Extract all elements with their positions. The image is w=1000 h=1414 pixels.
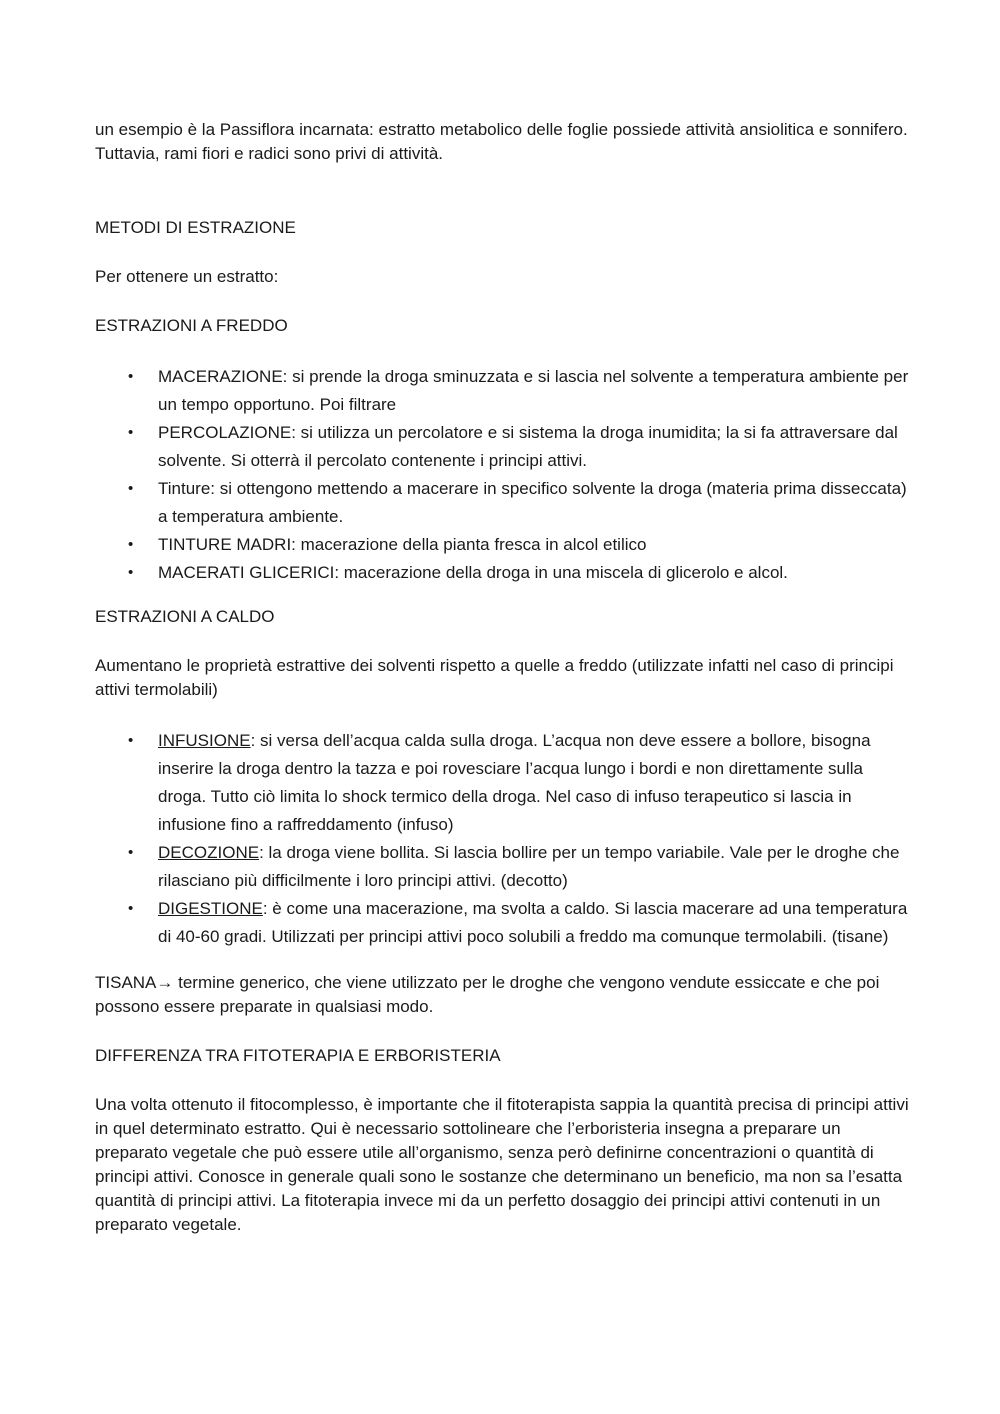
bullet-icon: • <box>128 536 134 553</box>
list-item-text: : la droga viene bollita. Si lascia bollire per un tempo variabile. Vale per le droghe che rilasciano più difficilmente i loro principi attivi. (decotto) <box>158 843 900 890</box>
hot-heading: ESTRAZIONI A CALDO <box>95 607 275 626</box>
difference-paragraph: Una volta ottenuto il fitocomplesso, è importante che il fitoterapista sappia la quantità precisa di principi attivi in quel determinato estratto. Qui è necessario sottolineare che l’erboristeria insegna a preparare un preparato vegetale che può essere utile all’organismo, senza però definirne concentrazioni o quantità di principi attivi. Conosce in generale quali sono le sostanze che determinano un beneficio, ma non sa l’esatta quantità di principi attivi. La fitoterapia invece mi da un perfetto dosaggio dei principi attivi contenuti in un preparato vegetale. <box>95 1095 909 1234</box>
list-item <box>95 839 910 895</box>
list-item <box>95 559 910 587</box>
methods-heading: METODI DI ESTRAZIONE <box>95 218 296 237</box>
hot-extraction-list <box>95 727 910 951</box>
list-item-text: MACERATI GLICERICI: macerazione della droga in una miscela di glicerolo e alcol. <box>158 563 788 582</box>
bullet-icon: • <box>128 564 134 581</box>
list-item-term: DIGESTIONE <box>158 899 263 918</box>
spacer <box>95 951 910 971</box>
list-item <box>95 531 910 559</box>
intro-paragraph: un esempio è la Passiflora incarnata: estratto metabolico delle foglie possiede attività ansiolitica e sonnifero. Tuttavia, rami fiori e radici sono privi di attività. <box>95 120 908 163</box>
bullet-icon: • <box>128 424 134 441</box>
spacer <box>95 338 910 363</box>
list-item-text: PERCOLAZIONE: si utilizza un percolatore e si sistema la droga inumidita; la si fa attraversare dal solvente. Si otterrà il percolato contenente i principi attivi. <box>158 423 898 470</box>
list-item-term: INFUSIONE <box>158 731 251 750</box>
bullet-icon: • <box>128 844 134 861</box>
list-item <box>95 419 910 475</box>
list-item-text: : è come una macerazione, ma svolta a caldo. Si lascia macerare ad una temperatura di 40-60 gradi. Utilizzati per principi attivi poco solubili a freddo ma comunque termolabili. (tisane) <box>158 899 908 946</box>
spacer <box>95 1019 910 1044</box>
difference-heading: DIFFERENZA TRA FITOTERAPIA E ERBORISTERIA <box>95 1046 501 1065</box>
tisana-paragraph <box>95 971 910 1019</box>
spacer <box>95 166 910 216</box>
spacer <box>95 240 910 265</box>
methods-subheading: Per ottenere un estratto: <box>95 267 279 286</box>
bullet-icon: • <box>128 900 134 917</box>
bullet-icon: • <box>128 480 134 497</box>
list-item-term: DECOZIONE <box>158 843 260 862</box>
spacer <box>95 629 910 654</box>
tisana-term: TISANA <box>95 973 157 992</box>
list-item <box>95 895 910 951</box>
spacer <box>95 1068 910 1093</box>
spacer <box>95 289 910 314</box>
list-item-text: : si versa dell’acqua calda sulla droga. L’acqua non deve essere a bollore, bisogna inserire la droga dentro la tazza e poi rovesciare l’acqua lungo i bordi e non direttamente sulla droga. Tutto ciò limita lo shock termico della droga. Nel caso di infuso terapeutico si lascia in infusione fino a raffreddamento (infuso) <box>158 731 871 834</box>
list-item-text: Tinture: si ottengono mettendo a macerare in specifico solvente la droga (materia prima disseccata) a temperatura ambiente. <box>158 479 907 526</box>
bullet-icon: • <box>128 368 134 385</box>
spacer <box>95 587 910 605</box>
list-item-text: MACERAZIONE: si prende la droga sminuzzata e si lascia nel solvente a temperatura ambiente per un tempo opportuno. Poi filtrare <box>158 367 909 414</box>
hot-intro: Aumentano le proprietà estrattive dei solventi rispetto a quelle a freddo (utilizzate infatti nel caso di principi attivi termolabili) <box>95 656 894 699</box>
list-item <box>95 363 910 419</box>
document-page <box>95 118 910 1237</box>
cold-extraction-list <box>95 363 910 587</box>
bullet-icon: • <box>128 732 134 749</box>
list-item <box>95 475 910 531</box>
spacer <box>95 702 910 727</box>
list-item <box>95 727 910 839</box>
cold-heading: ESTRAZIONI A FREDDO <box>95 316 288 335</box>
tisana-text: termine generico, che viene utilizzato per le droghe che vengono vendute essiccate e che poi possono essere preparate in qualsiasi modo. <box>95 973 880 1016</box>
arrow-right-icon: → <box>156 973 174 992</box>
list-item-text: TINTURE MADRI: macerazione della pianta fresca in alcol etilico <box>158 535 647 554</box>
